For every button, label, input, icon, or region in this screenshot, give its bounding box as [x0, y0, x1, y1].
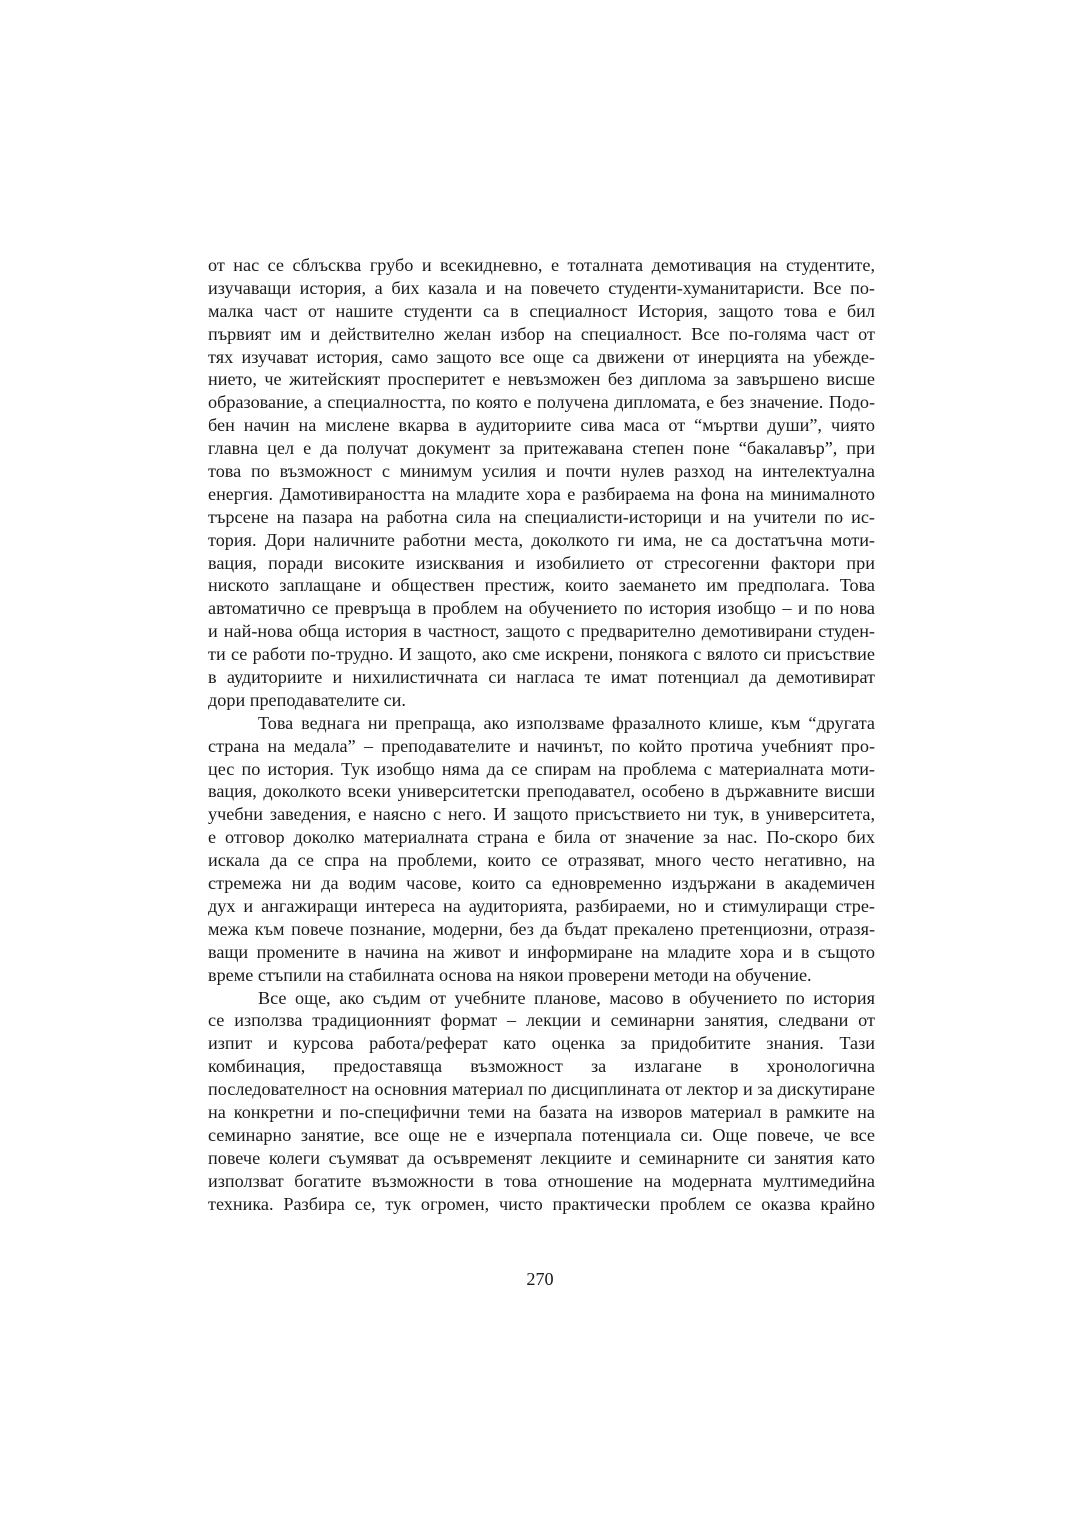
text-line: се използва традиционният формат – лекции и семинарни занятия, следвани от	[208, 1010, 875, 1031]
text-line: е отговор доколко материалната страна е била от значение за нас. По-скоро бих	[208, 827, 875, 848]
text-line: в аудиториите и нихилистичната си нагласа те имат потенциал да демотивират	[208, 667, 875, 688]
text-line: образование, а специалността, по която е получена дипломата, е без значение. Подо-	[208, 392, 875, 413]
text-line: това по възможност с минимум усилия и почти нулев разход на интелектуална	[208, 461, 875, 482]
text-line: учебни заведения, е наясно с него. И защото присъствието ни тук, в университета,	[208, 804, 875, 825]
text-line: първият им и действително желан избор на специалност. Все по-голяма част от	[208, 323, 875, 344]
text-line: комбинация, предоставяща възможност за излагане в хронологична	[208, 1056, 875, 1077]
text-line: ниското заплащане и обществен престиж, които заеманeто им предполага. Това	[208, 575, 875, 596]
paragraph-end-line: дори преподавателите си.	[208, 689, 406, 710]
text-line: цес по история. Тук изобщо няма да се спирам на проблема с материалната моти-	[208, 758, 875, 779]
text-line: семинарно занятие, все още не е изчерпала потенциала си. Още повече, че все	[208, 1124, 875, 1145]
text-line: дух и ангажиращи интереса на аудиторията, разбираеми, но и стимулиращи стре-	[208, 895, 875, 916]
text-line: тях изучават история, само защото все още са движени от инерцията на убежде-	[208, 346, 875, 367]
text-line: страна на медала” – преподавателите и начинът, по който протича учебният про-	[208, 735, 875, 756]
text-line: ти се работи по-трудно. И защото, ако сме искрени, понякога с вялото си присъствие	[208, 644, 875, 665]
text-line: стремежа ни да водим часове, които са едновременно издържани в академичен	[208, 873, 875, 894]
text-line: тория. Дори наличните работни места, доколкото ги има, не са достатъчна моти-	[208, 529, 875, 550]
text-line: ващи промените в начина на живот и информиране на младите хора и в същото	[208, 941, 875, 962]
text-line: малка част от нашите студенти са в специалност История, защото това е бил	[208, 300, 875, 321]
text-line: вация, поради високите изисквания и изобилието от стресогенни фактори при	[208, 552, 875, 573]
text-line: повече колеги съумяват да осъвременят лекциите и семинарните си занятия като	[208, 1147, 875, 1168]
text-line: последователност на основния материал по дисциплината от лектор и за дискутиране	[208, 1079, 875, 1100]
text-line: изпит и курсова работа/реферат като оценка за придобитите знания. Тази	[208, 1033, 875, 1054]
text-line: автоматично се превръща в проблем на обучението по история изобщо – и по нова	[208, 598, 875, 619]
text-line: бен начин на мислене вкарва в аудиториите сива маса от “мъртви души”, чиято	[208, 415, 875, 436]
page-number: 270	[526, 1269, 554, 1289]
text-line: главна цел е да получат документ за притежавана степен поне “бакалавър”, при	[208, 438, 875, 459]
text-line: използват богатите възможности в това отношение на модерната мултимедийна	[208, 1170, 875, 1191]
text-line: межа към повече познание, модерни, без да бъдат прекалено претенциозни, отразя-	[208, 918, 875, 939]
text-line: техника. Разбира се, тук огромен, чисто практически проблем се оказва крайно	[208, 1193, 875, 1214]
text-line: нието, че житейският просперитет е невъзможен без диплома за завършено висше	[208, 369, 875, 390]
text-line: на конкретни и по-специфични теми на базата на изворов материал в рамките на	[208, 1101, 875, 1122]
text-line: вация, доколкото всеки университетски преподавател, особено в държавните висши	[208, 781, 875, 802]
text-line: от нас се сблъсква грубо и всекидневно, е тоталната демотивация на студентите,	[208, 255, 875, 275]
paragraph-first-line: Все още, ако съдим от учебните планове, масово в обучението по история	[258, 987, 875, 1008]
text-line: и най-нова обща история в частност, защото с предварително демотивирани студен-	[208, 621, 875, 642]
text-line: енергия. Дамотивираността на младите хора е разбираема на фона на минималното	[208, 483, 875, 504]
text-line: изучаващи история, а бих казала и на повечето студенти-хуманитаристи. Все по-	[208, 277, 875, 298]
body-text	[208, 254, 875, 1215]
paragraph-end-line: време стъпили на стабилната основа на някои проверени методи на обучение.	[208, 964, 812, 985]
text-line: търсене на пазара на работна сила на специалисти-историци и на учители по ис-	[208, 506, 875, 527]
paragraph-first-line: Това веднага ни препраща, ако използваме фразалното клише, към “другата	[258, 712, 875, 733]
text-line: искала да се спра на проблеми, които се отразяват, много често негативно, на	[208, 850, 875, 871]
